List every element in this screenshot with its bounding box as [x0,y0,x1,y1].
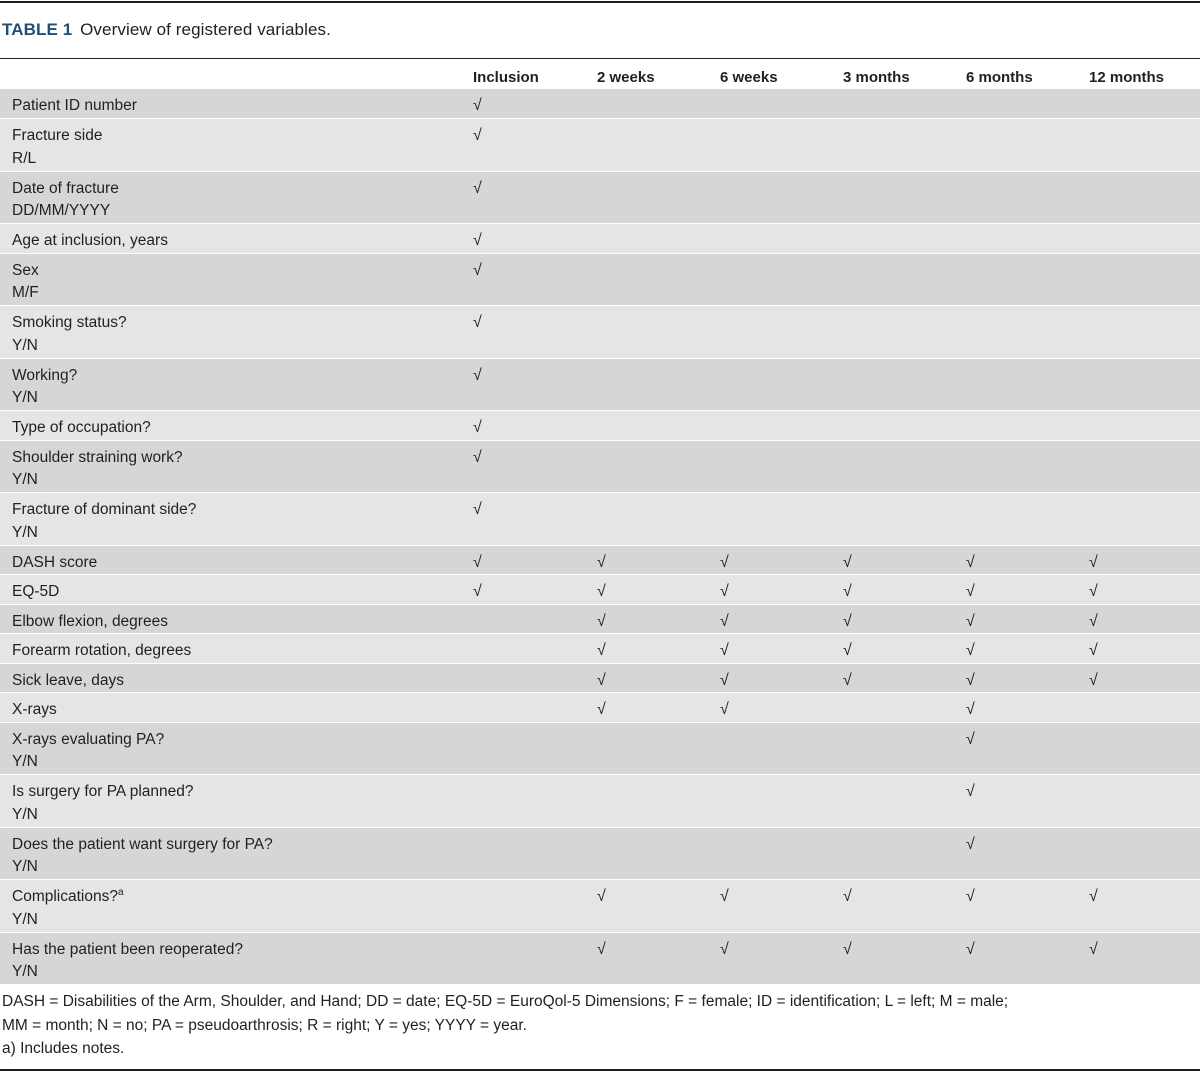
variable-name: Sex [12,261,39,279]
timepoint-cell [720,493,843,546]
timepoint-cell [597,827,720,880]
variable-name: Sick leave, days [12,671,124,689]
table-header-row [0,59,1200,89]
timepoint-cell [1089,880,1200,933]
check-mark-icon: √ [473,553,482,571]
variable-format: Y/N [12,805,38,823]
check-mark-icon: √ [720,553,729,571]
variable-cell [0,119,473,172]
timepoint-cell [1089,575,1200,605]
check-mark-icon: √ [597,553,606,571]
variable-format: Y/N [12,963,38,980]
variable-name: Date of fracture [12,179,119,197]
variable-format: Y/N [12,858,38,875]
check-mark-icon: √ [1089,553,1098,571]
check-mark-icon: √ [473,419,482,436]
timepoint-cell [597,119,720,172]
timepoint-cell [966,224,1089,254]
check-mark-icon: √ [473,97,482,114]
check-mark-icon: √ [597,888,606,905]
timepoint-cell [473,253,597,306]
timepoint-cell [597,575,720,605]
timepoint-cell [473,224,597,254]
timepoint-cell [473,827,597,880]
timepoint-cell [597,693,720,723]
variable-name: Is surgery for PA planned? [12,783,194,800]
check-mark-icon: √ [966,671,975,689]
footnote-a: a) Includes notes. [2,1040,125,1057]
timepoint-cell [966,575,1089,605]
timepoint-cell [966,880,1089,933]
timepoint-cell [1089,827,1200,880]
check-mark-icon: √ [843,553,852,571]
variable-cell [0,89,473,119]
timepoint-cell [597,171,720,224]
timepoint-cell [843,306,966,359]
timepoint-cell [720,253,843,306]
timepoint-cell [720,89,843,119]
check-mark-icon: √ [966,612,975,630]
variable-format: Y/N [12,910,38,928]
variable-name: Forearm rotation, degrees [12,642,192,659]
check-mark-icon: √ [597,940,606,958]
timepoint-cell [966,253,1089,306]
variable-format: DD/MM/YYYY [12,202,111,219]
variable-cell [0,663,473,693]
variable-name: Elbow flexion, degrees [12,612,168,630]
check-mark-icon: √ [966,553,975,571]
timepoint-cell [1089,493,1200,546]
variable-format: Y/N [12,389,38,406]
timepoint-cell [597,604,720,634]
timepoint-cell [720,663,843,693]
timepoint-cell [720,358,843,411]
table-row [0,604,1200,634]
timepoint-cell [966,604,1089,634]
timepoint-cell [473,932,597,985]
timepoint-cell [966,440,1089,493]
variable-name: X-rays [12,701,57,718]
variable-cell [0,575,473,605]
timepoint-cell [843,440,966,493]
timepoint-cell [720,827,843,880]
check-mark-icon: √ [597,612,606,630]
timepoint-cell [1089,663,1200,693]
timepoint-cell [843,411,966,441]
check-mark-icon: √ [473,314,482,331]
timepoint-cell [966,775,1089,828]
timepoint-cell [720,306,843,359]
timepoint-cell [473,604,597,634]
timepoint-cell [720,722,843,775]
check-mark-icon: √ [1089,583,1098,600]
table-row [0,493,1200,546]
timepoint-cell [966,634,1089,664]
timepoint-cell [597,440,720,493]
table-row [0,89,1200,119]
variable-cell [0,880,473,933]
variable-cell [0,171,473,224]
timepoint-cell [597,224,720,254]
variable-cell [0,604,473,634]
timepoint-cell [843,545,966,575]
timepoint-cell [473,493,597,546]
variable-format: Y/N [12,753,38,770]
check-mark-icon: √ [966,940,975,958]
variable-cell [0,493,473,546]
variable-name: Has the patient been reoperated? [12,940,243,958]
timepoint-cell [1089,411,1200,441]
table-row [0,722,1200,775]
timepoint-cell [1089,440,1200,493]
timepoint-cell [1089,545,1200,575]
timepoint-cell [597,358,720,411]
timepoint-cell [720,634,843,664]
variable-format: Y/N [12,471,38,488]
timepoint-cell [966,693,1089,723]
timepoint-cell [720,880,843,933]
timepoint-cell [843,358,966,411]
top-rule [0,1,1200,3]
check-mark-icon: √ [966,583,975,600]
footnote-marker: a [117,887,124,898]
variable-cell [0,827,473,880]
timepoint-cell [720,119,843,172]
timepoint-cell [473,880,597,933]
variable-name: Complications? [12,888,118,905]
variable-name: Smoking status? [12,314,127,331]
variable-format: M/F [12,284,39,301]
timepoint-cell [966,493,1089,546]
timepoint-cell [843,693,966,723]
table-body [0,89,1200,985]
table-row [0,827,1200,880]
variables-table [0,59,1200,985]
check-mark-icon: √ [966,730,975,748]
timepoint-cell [1089,306,1200,359]
check-mark-icon: √ [473,127,482,144]
timepoint-cell [720,545,843,575]
timepoint-cell [597,253,720,306]
timepoint-cell [473,575,597,605]
timepoint-cell [597,932,720,985]
variable-cell [0,775,473,828]
timepoint-cell [597,663,720,693]
check-mark-icon: √ [966,783,975,800]
timepoint-cell [473,411,597,441]
timepoint-cell [720,575,843,605]
timepoint-cell [843,634,966,664]
timepoint-cell [1089,171,1200,224]
check-mark-icon: √ [1089,642,1098,659]
timepoint-cell [966,171,1089,224]
bottom-rule [0,1069,1200,1071]
table-row [0,224,1200,254]
variable-format: R/L [12,149,37,167]
timepoint-cell [720,411,843,441]
timepoint-cell [473,119,597,172]
header-cell-inclusion: Inclusion [473,69,539,86]
check-mark-icon: √ [966,701,975,718]
timepoint-cell [597,634,720,664]
table-row [0,575,1200,605]
timepoint-cell [473,775,597,828]
timepoint-cell [473,722,597,775]
check-mark-icon: √ [843,583,852,600]
check-mark-icon: √ [1089,940,1098,958]
timepoint-cell [597,411,720,441]
timepoint-cell [720,604,843,634]
check-mark-icon: √ [720,642,729,659]
variable-cell [0,411,473,441]
timepoint-cell [843,171,966,224]
check-mark-icon: √ [1089,888,1098,905]
variable-name: Type of occupation? [12,419,151,436]
footnote-abbreviations-1: DASH = Disabilities of the Arm, Shoulder, and Hand; DD = date; EQ-5D = EuroQol-5 Dimensions; F = female; ID = identification; L = left; M = male; [2,993,1009,1010]
variable-name: Does the patient want surgery for PA? [12,835,273,853]
check-mark-icon: √ [843,612,852,630]
variable-cell [0,440,473,493]
timepoint-cell [966,89,1089,119]
variable-name: X-rays evaluating PA? [12,730,165,748]
timepoint-cell [1089,693,1200,723]
timepoint-cell [720,932,843,985]
timepoint-cell [966,358,1089,411]
table-row [0,634,1200,664]
timepoint-cell [966,663,1089,693]
check-mark-icon: √ [473,179,482,197]
table-row [0,775,1200,828]
check-mark-icon: √ [473,366,482,384]
check-mark-icon: √ [720,701,729,718]
caption-label: TABLE 1 [2,20,73,39]
variable-name: Fracture of dominant side? [12,501,197,518]
variable-name: Working? [12,366,78,384]
variable-cell [0,932,473,985]
timepoint-cell [720,693,843,723]
timepoint-cell [843,722,966,775]
timepoint-cell [843,89,966,119]
timepoint-cell [597,722,720,775]
timepoint-cell [720,775,843,828]
variable-format: Y/N [12,336,38,354]
timepoint-cell [720,224,843,254]
timepoint-cell [843,224,966,254]
check-mark-icon: √ [597,701,606,718]
check-mark-icon: √ [597,671,606,689]
footnote-abbreviations-2: MM = month; N = no; PA = pseudoarthrosis; R = right; Y = yes; YYYY = year. [2,1016,527,1034]
timepoint-cell [473,358,597,411]
timepoint-cell [843,880,966,933]
timepoint-cell [843,827,966,880]
timepoint-cell [843,493,966,546]
check-mark-icon: √ [473,261,482,279]
check-mark-icon: √ [720,940,729,958]
table-caption [2,20,331,40]
check-mark-icon: √ [966,835,975,853]
timepoint-cell [1089,89,1200,119]
timepoint-cell [720,440,843,493]
timepoint-cell [597,306,720,359]
timepoint-cell [966,545,1089,575]
timepoint-cell [1089,253,1200,306]
variable-cell [0,634,473,664]
timepoint-cell [1089,932,1200,985]
timepoint-cell [966,306,1089,359]
variable-format: Y/N [12,523,38,541]
timepoint-cell [597,880,720,933]
timepoint-cell [843,253,966,306]
timepoint-cell [843,932,966,985]
timepoint-cell [966,119,1089,172]
variable-cell [0,358,473,411]
check-mark-icon: √ [1089,671,1098,689]
timepoint-cell [966,827,1089,880]
check-mark-icon: √ [843,888,852,905]
check-mark-icon: √ [966,642,975,659]
header-cell-3-months: 3 months [843,69,910,86]
timepoint-cell [473,545,597,575]
check-mark-icon: √ [1089,612,1098,630]
table-row [0,119,1200,172]
variable-name: Fracture side [12,127,103,144]
timepoint-cell [1089,722,1200,775]
header-cell-12-months: 12 months [1089,69,1165,86]
check-mark-icon: √ [720,888,729,905]
table-row [0,663,1200,693]
timepoint-cell [597,89,720,119]
timepoint-cell [597,775,720,828]
table-row [0,545,1200,575]
check-mark-icon: √ [473,448,482,466]
timepoint-cell [473,663,597,693]
check-mark-icon: √ [720,583,729,600]
table-row [0,440,1200,493]
timepoint-cell [473,89,597,119]
timepoint-cell [597,493,720,546]
timepoint-cell [1089,604,1200,634]
table-row [0,932,1200,985]
timepoint-cell [843,775,966,828]
timepoint-cell [843,663,966,693]
timepoint-cell [843,604,966,634]
check-mark-icon: √ [843,642,852,659]
variable-cell [0,306,473,359]
variable-name: Shoulder straining work? [12,448,183,466]
timepoint-cell [1089,224,1200,254]
variable-cell [0,693,473,723]
timepoint-cell [473,306,597,359]
table-row [0,358,1200,411]
timepoint-cell [966,932,1089,985]
check-mark-icon: √ [473,583,482,600]
table-row [0,306,1200,359]
table-row [0,253,1200,306]
timepoint-cell [966,411,1089,441]
check-mark-icon: √ [843,671,852,689]
check-mark-icon: √ [597,583,606,600]
check-mark-icon: √ [720,612,729,630]
table-row [0,693,1200,723]
caption-title: Overview of registered variables. [80,20,331,39]
timepoint-cell [843,119,966,172]
variable-cell [0,722,473,775]
timepoint-cell [843,575,966,605]
variable-cell [0,253,473,306]
check-mark-icon: √ [597,642,606,659]
header-cell-variable [0,59,473,89]
variable-cell [0,224,473,254]
timepoint-cell [720,171,843,224]
check-mark-icon: √ [966,888,975,905]
timepoint-cell [1089,775,1200,828]
check-mark-icon: √ [473,232,482,249]
timepoint-cell [473,693,597,723]
timepoint-cell [1089,119,1200,172]
timepoint-cell [1089,358,1200,411]
variable-name: Age at inclusion, years [12,232,168,249]
timepoint-cell [597,545,720,575]
header-cell-2-weeks: 2 weeks [597,69,655,86]
check-mark-icon: √ [473,501,482,518]
variable-name: Patient ID number [12,97,137,114]
timepoint-cell [473,634,597,664]
variable-name: DASH score [12,553,98,571]
table-footnotes [2,990,1192,1061]
header-cell-6-weeks: 6 weeks [720,69,778,86]
header-cell-6-months: 6 months [966,69,1033,86]
table-row [0,880,1200,933]
table-row [0,171,1200,224]
timepoint-cell [473,440,597,493]
timepoint-cell [473,171,597,224]
timepoint-cell [966,722,1089,775]
variable-cell [0,545,473,575]
timepoint-cell [1089,634,1200,664]
table-row [0,411,1200,441]
check-mark-icon: √ [843,940,852,958]
variable-name: EQ-5D [12,583,60,600]
check-mark-icon: √ [720,671,729,689]
